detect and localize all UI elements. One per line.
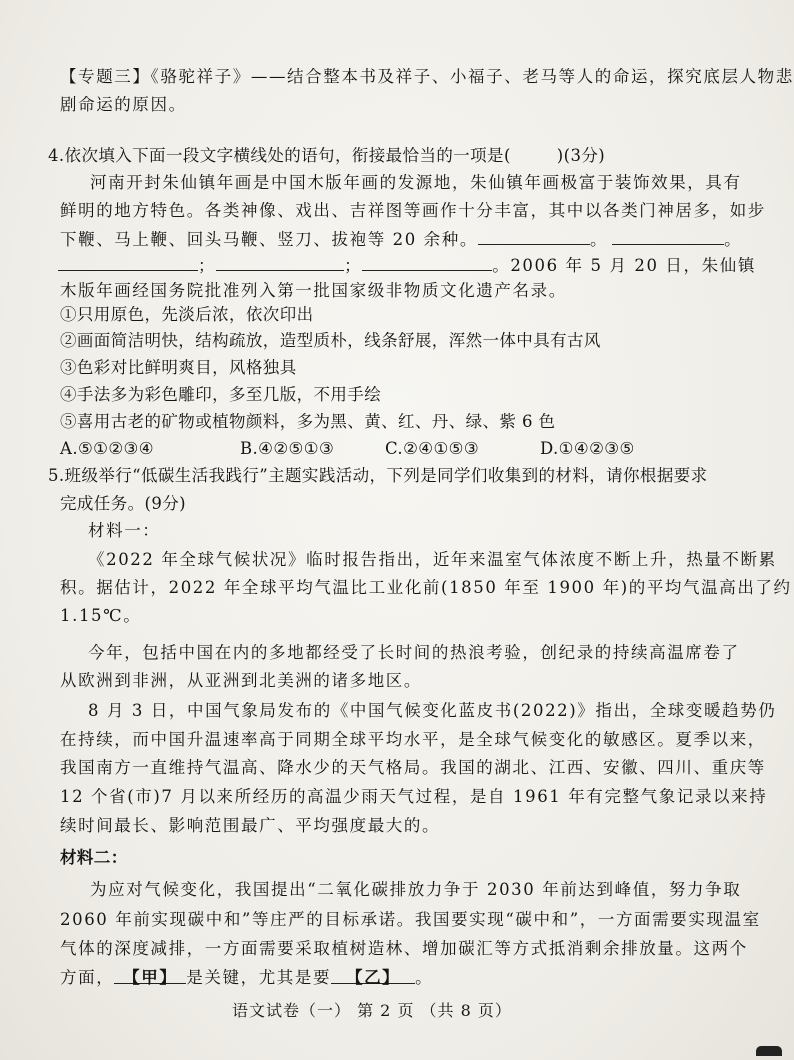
fill-blank-5[interactable] <box>362 254 492 271</box>
q4-item-2: ②画面简洁明快，结构疏放，造型质朴，线条舒展，浑然一体中具有古风 <box>60 331 601 350</box>
topic-three-line1: 【专题三】《骆驼祥子》——结合整本书及祥子、小福子、老马等人的命运，探究底层人物悲 <box>60 67 794 86</box>
material-two-line2: 2060 年前实现碳中和”等庄严的目标承诺。我国要实现“碳中和”，一方面需要实现温室 <box>60 910 761 929</box>
material-two-line1: 为应对气候变化，我国提出“二氧化碳排放力争于 2030 年前达到峰值，努力争取 <box>90 880 742 899</box>
q4-item-5: ⑤喜用古老的矿物或植物颜料，多为黑、黄、红、丹、绿、紫 6 色 <box>60 412 556 431</box>
question-4-stem <box>48 145 605 167</box>
topic-three-line2: 剧命运的原因。 <box>60 95 187 114</box>
q4-passage-line5: 木版年画经国务院批准列入第一批国家级非物质文化遗产名录。 <box>60 281 567 300</box>
q4-option-c[interactable]: C.②④①⑤③ <box>385 439 480 458</box>
material-one-line1: 《2022 年全球气候状况》临时报告指出，近年来温室气体浓度不断上升，热量不断累 <box>88 550 777 569</box>
material-two-line4-a: 方面， <box>60 968 115 987</box>
material-two-line4-c: 。 <box>415 968 434 987</box>
material-one-title: 材料一： <box>88 521 161 540</box>
q4-passage-line3-text: 下鞭、马上鞭、回头马鞭、竖刀、拔袍等 20 余种。 <box>60 230 478 249</box>
page-footer: 语文试卷（一） 第 2 页 （共 8 页） <box>232 1001 512 1020</box>
blank-sep: 。 <box>590 230 609 249</box>
material-one-line8: 我国南方一直维持气温高、降水少的天气格局。我国的湖北、江西、安徽、四川、重庆等 <box>60 758 766 777</box>
question-4-stem-a: 4.依次填入下面一段文字横线处的语句，衔接最恰当的一项是( <box>48 146 511 165</box>
material-one-line3: 1.15℃。 <box>60 606 142 625</box>
q4-passage-line4 <box>58 254 756 277</box>
fill-blank-3[interactable] <box>58 254 198 271</box>
material-one-line10: 续时间最长、影响范围最广、平均强度最大的。 <box>60 816 441 835</box>
q4-item-3: ③色彩对比鲜明爽目，风格独具 <box>60 358 297 377</box>
material-two-title: 材料二： <box>60 848 128 867</box>
material-two-line4 <box>60 967 433 989</box>
q4-passage-line3 <box>60 228 742 251</box>
q4-option-b[interactable]: B.④②⑤①③ <box>240 439 335 458</box>
fill-blank-1[interactable] <box>478 228 590 245</box>
question-5-stem-line1: 5.班级举行“低碳生活我践行”主题实践活动，下列是同学们收集到的材料，请你根据要求 <box>48 466 708 485</box>
q4-item-4: ④手法多为彩色雕印，多至几版，不用手绘 <box>60 385 382 404</box>
fill-blank-2[interactable] <box>612 228 724 245</box>
question-4-stem-b: )(3分) <box>556 146 606 165</box>
corner-mark <box>756 1046 782 1056</box>
blank-sep: ； <box>198 256 217 275</box>
material-one-line9: 12 个省(市)7 月以来所经历的高温少雨天气过程，是自 1961 年有完整气象记录以来持 <box>60 787 768 806</box>
material-two-line4-b: 是关键，尤其是要 <box>186 968 332 987</box>
material-two-line3: 气体的深度减排，一方面需要采取植树造林、增加碳汇等方式抵消剩余排放量。这两个 <box>60 939 748 958</box>
material-one-line2: 积。据估计，2022 年全球平均气温比工业化前(1850 年至 1900 年)的平均气温高出了约 <box>60 578 792 597</box>
material-one-line4: 今年，包括中国在内的多地都经受了长时间的热浪考验，创纪录的持续高温席卷了 <box>88 643 740 662</box>
q4-passage-line1: 河南开封朱仙镇年画是中国木版年画的发源地，朱仙镇年画极富于装饰效果，具有 <box>90 173 742 192</box>
q4-item-1: ①只用原色，先淡后浓，依次印出 <box>60 305 314 324</box>
material-one-line7: 在持续，而中国升温速率高于同期全球平均水平，是全球气候变化的敏感区。夏季以来， <box>60 730 766 749</box>
blank-jia[interactable]: 【甲】 <box>114 967 186 984</box>
blank-yi[interactable]: 【乙】 <box>331 967 415 984</box>
material-one-line5: 从欧洲到非洲，从亚洲到北美洲的诸多地区。 <box>60 671 422 690</box>
q4-passage-line2: 鲜明的地方特色。各类神像、戏出、吉祥图等画作十分丰富，其中以各类门神居多，如步 <box>60 201 766 220</box>
q4-option-a[interactable]: A.⑤①②③④ <box>60 439 154 458</box>
q4-option-d[interactable]: D.①④②③⑤ <box>540 439 635 458</box>
question-5-stem-line2: 完成任务。(9分) <box>60 494 186 513</box>
fill-blank-4[interactable] <box>216 254 344 271</box>
blank-sep: ； <box>344 256 363 275</box>
blank-sep: 。 <box>724 230 743 249</box>
material-one-line6: 8 月 3 日，中国气象局发布的《中国气候变化蓝皮书(2022)》指出，全球变暖趋势仍 <box>88 701 777 720</box>
q4-passage-line4-tail: 。2006 年 5 月 20 日，朱仙镇 <box>492 256 756 275</box>
